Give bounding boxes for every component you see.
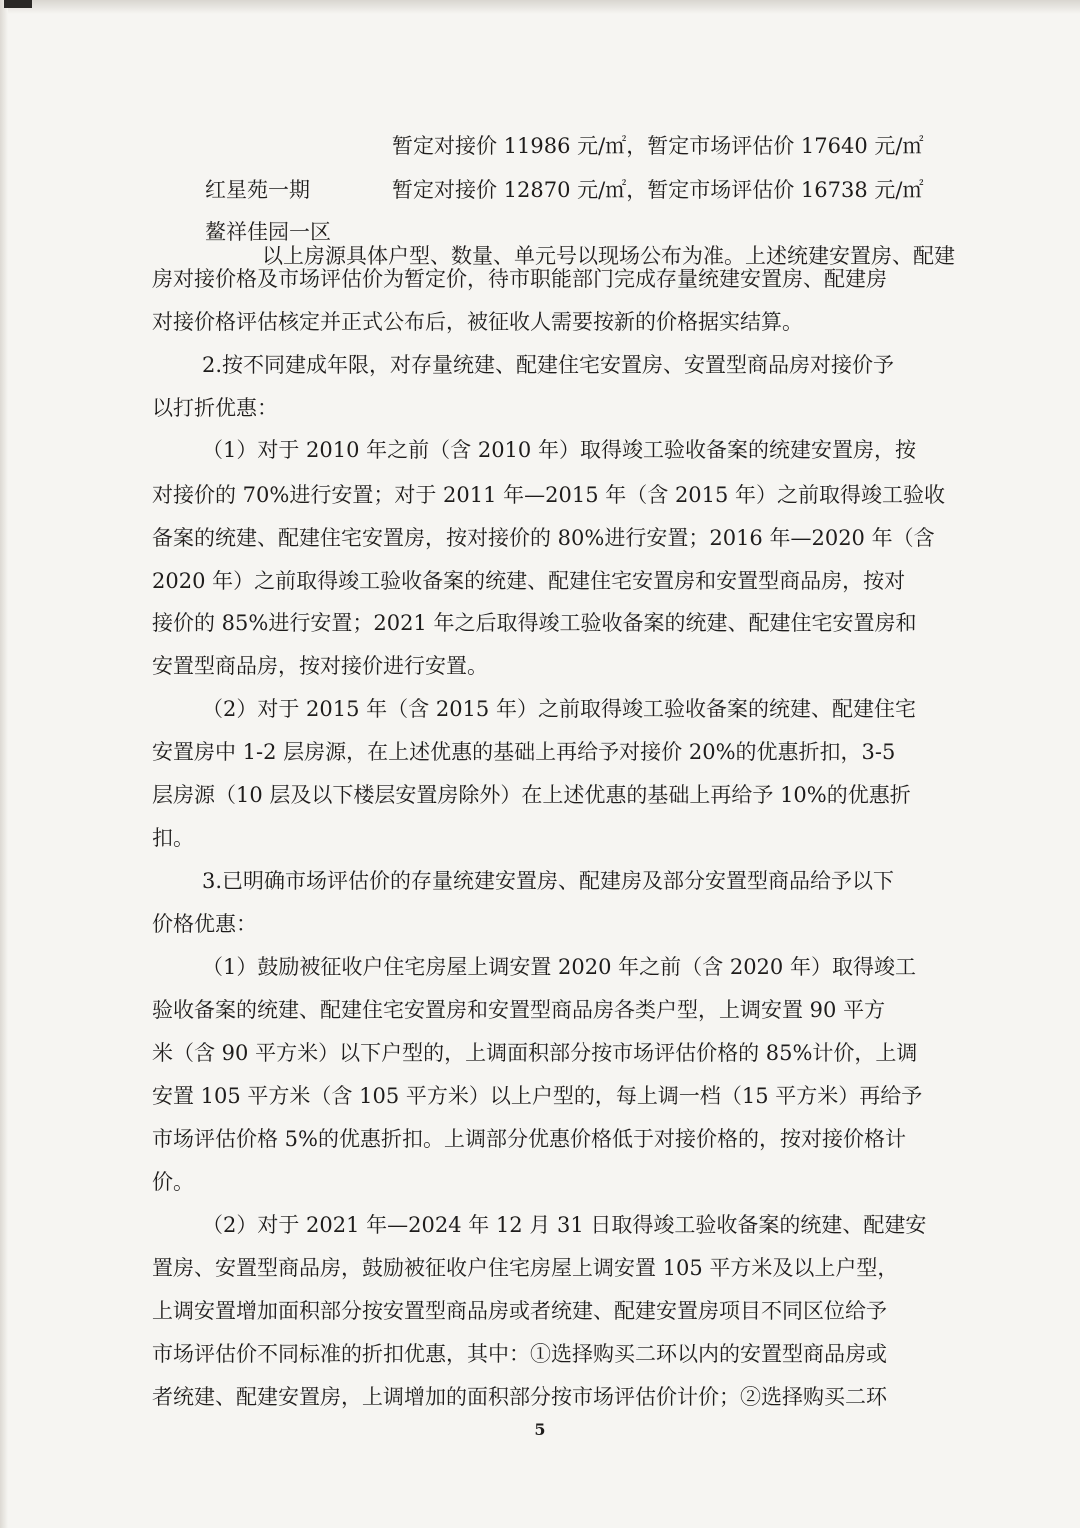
text-line: 2.按不同建成年限，对存量统建、配建住宅安置房、安置型商品房对接价予 — [202, 353, 895, 377]
text-line: 者统建、配建安置房，上调增加的面积部分按市场评估价计价；②选择购买二环 — [152, 1385, 887, 1409]
text-line: 验收备案的统建、配建住宅安置房和安置型商品房各类户型，上调安置 90 平方 — [152, 998, 886, 1022]
text-line: 市场评估价格 5%的优惠折扣。上调部分优惠价格低于对接价格的，按对接价格计 — [152, 1127, 906, 1151]
text-line: （2）对于 2015 年（含 2015 年）之前取得竣工验收备案的统建、配建住宅 — [202, 697, 916, 721]
text-line: （1）对于 2010 年之前（含 2010 年）取得竣工验收备案的统建安置房，按 — [202, 438, 916, 462]
price-row-text: 暂定对接价 12870 元/㎡，暂定市场评估价 16738 元/㎡ — [392, 178, 924, 202]
text-line: 市场评估价不同标准的折扣优惠，其中：①选择购买二环以内的安置型商品房或 — [152, 1342, 887, 1366]
page-number: 5 — [534, 1420, 546, 1439]
project-name: 鳌祥佳园一区 — [205, 220, 331, 244]
text-line: 价格优惠： — [152, 912, 257, 936]
text-line: 安置型商品房，按对接价进行安置。 — [152, 654, 488, 678]
text-line: 对接价格评估核定并正式公布后，被征收人需要按新的价格据实结算。 — [152, 310, 803, 334]
price-row — [0, 126, 1080, 166]
text-line: 安置房中 1-2 层房源，在上述优惠的基础上再给予对接价 20%的优惠折扣，3-5 — [152, 740, 896, 764]
text-line: 房对接价格及市场评估价为暂定价，待市职能部门完成存量统建安置房、配建房 — [152, 267, 887, 291]
text-line: 价。 — [152, 1170, 194, 1194]
text-line: 安置 105 平方米（含 105 平方米）以上户型的，每上调一档（15 平方米）再给予 — [152, 1084, 923, 1108]
text-line: 层房源（10 层及以下楼层安置房除外）在上述优惠的基础上再给予 10%的优惠折 — [152, 783, 911, 807]
text-line: 备案的统建、配建住宅安置房，按对接价的 80%进行安置；2016 年—2020 年（含 — [152, 526, 935, 550]
text-line: 米（含 90 平方米）以下户型的，上调面积部分按市场评估价格的 85%计价，上调 — [152, 1041, 918, 1065]
text-line: 对接价的 70%进行安置；对于 2011 年—2015 年（含 2015 年）之前取得竣工验收 — [152, 483, 946, 507]
scan-edge-top — [0, 0, 1080, 14]
text-line: 3.已明确市场评估价的存量统建安置房、配建房及部分安置型商品给予以下 — [202, 869, 895, 893]
text-line: 2020 年）之前取得竣工验收备案的统建、配建住宅安置房和安置型商品房，按对 — [152, 569, 906, 593]
text-line: 扣。 — [152, 826, 194, 850]
text-line: （2）对于 2021 年—2024 年 12 月 31 日取得竣工验收备案的统建、配建安 — [202, 1213, 927, 1237]
scan-corner-mark — [4, 0, 32, 8]
price-row-text: 暂定对接价 11986 元/㎡，暂定市场评估价 17640 元/㎡ — [392, 134, 924, 158]
project-name: 红星苑一期 — [205, 178, 310, 202]
text-line: 上调安置增加面积部分按安置型商品房或者统建、配建安置房项目不同区位给予 — [152, 1299, 887, 1323]
price-row-text: 以上房源具体户型、数量、单元号以现场公布为准。上述统建安置房、配建 — [262, 244, 955, 268]
text-line: 置房、安置型商品房，鼓励被征收户住宅房屋上调安置 105 平方米及以上户型， — [152, 1256, 899, 1280]
text-line: 以打折优惠： — [152, 396, 278, 420]
price-row — [0, 170, 1080, 210]
text-line: 接价的 85%进行安置；2021 年之后取得竣工验收备案的统建、配建住宅安置房和 — [152, 611, 917, 635]
text-line: （1）鼓励被征收户住宅房屋上调安置 2020 年之前（含 2020 年）取得竣工 — [202, 955, 916, 979]
